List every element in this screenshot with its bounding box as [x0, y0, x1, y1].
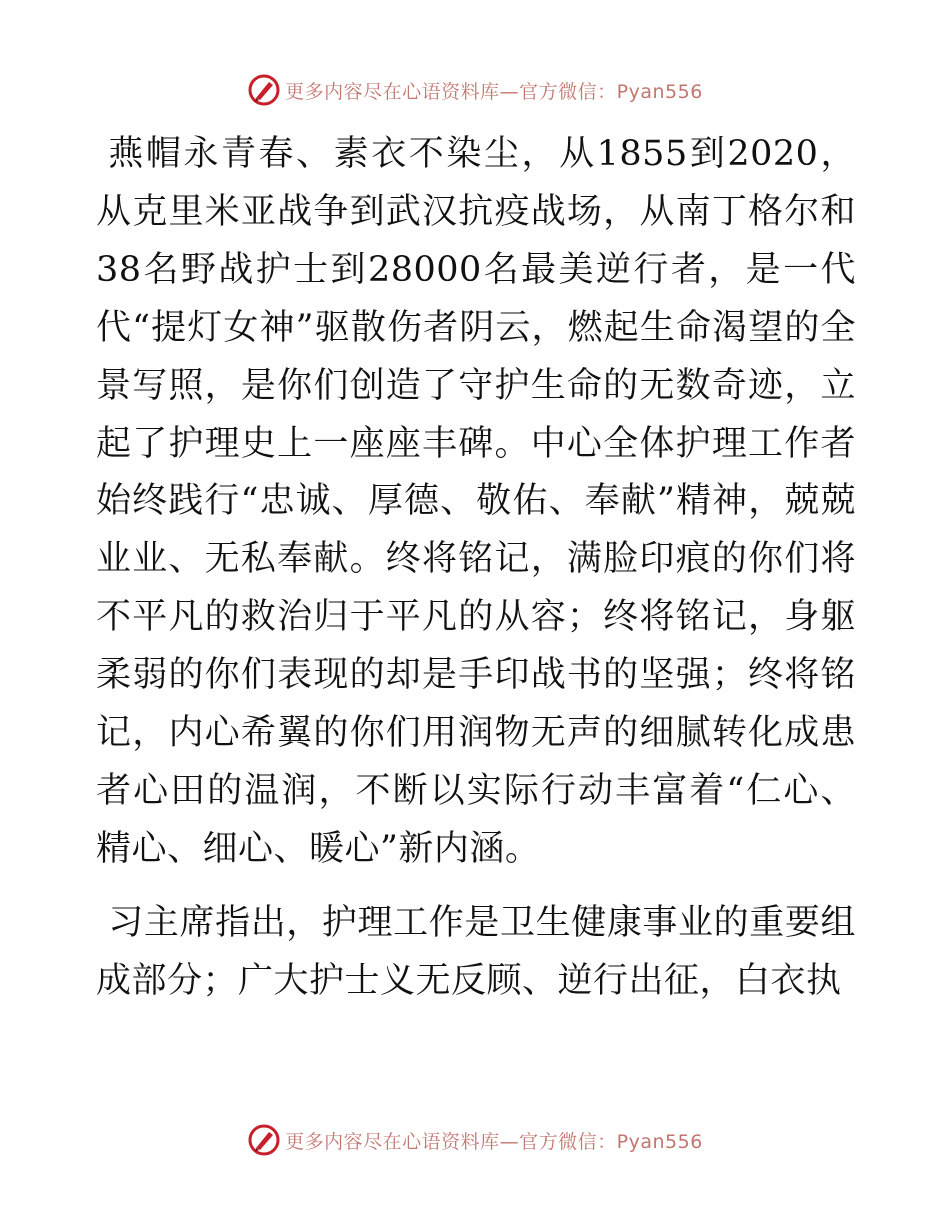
pen-logo-icon	[247, 73, 281, 107]
header-watermark	[0, 68, 950, 112]
paragraph: 燕帽永青春、素衣不染尘，从1855到2020，从克里米亚战争到武汉抗疫战场，从南丁格尔和38名野战护士到28000名最美逆行者，是一代代“提灯女神”驱散伤者阴云，燃起生命渴望的全景写照，是你们创造了守护生命的无数奇迹，立起了护理史上一座座丰碑。中心全体护理工作者始终践行“忠诚、厚德、敬佑、奉献”精神，兢兢业业、无私奉献。终将铭记，满脸印痕的你们将不平凡的救治归于平凡的从容；终将铭记，身躯柔弱的你们表现的却是手印战书的坚强；终将铭记，内心希翼的你们用润物无声的细腻转化成患者心田的温润，不断以实际行动丰富着“仁心、精心、细心、暖心”新内涵。	[96, 134, 856, 869]
document-body	[96, 126, 856, 1011]
footer-watermark	[0, 1118, 950, 1162]
header-watermark-text: 更多内容尽在心语资料库—官方微信：Pyan556	[285, 80, 703, 103]
paragraph: 习主席指出，护理工作是卫生健康事业的重要组成部分；广大护士义无反顾、逆行出征，白衣执	[96, 902, 856, 1001]
footer-watermark-text: 更多内容尽在心语资料库—官方微信：Pyan556	[285, 1130, 703, 1153]
pen-logo-icon	[247, 1123, 281, 1157]
